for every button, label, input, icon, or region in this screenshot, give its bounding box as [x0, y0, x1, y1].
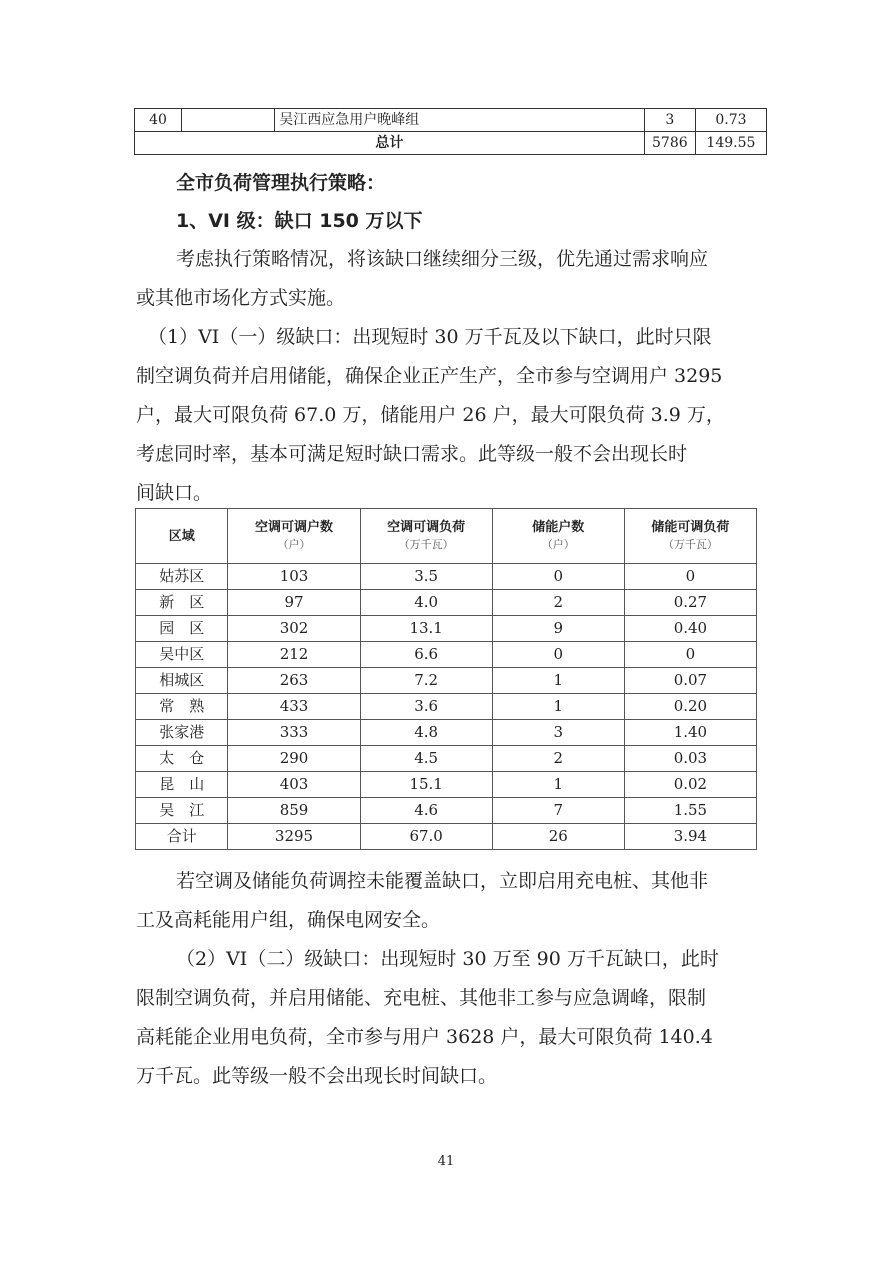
total-load: 149.55 — [695, 132, 766, 155]
table-row — [136, 668, 757, 694]
paragraph-line: 工及高耗能用户组，确保电网安全。 — [136, 909, 441, 931]
region-cell: 园 区 — [136, 616, 228, 642]
storage-load-cell: 0.07 — [624, 668, 756, 694]
storage-users-cell: 2 — [492, 590, 624, 616]
region-cell: 新 区 — [136, 590, 228, 616]
table-row — [136, 564, 757, 590]
paragraph-line: 考虑同时率，基本可满足短时缺口需求。此等级一般不会出现长时 — [136, 443, 688, 465]
table-row — [136, 746, 757, 772]
table-row — [136, 798, 757, 824]
table-row — [136, 720, 757, 746]
ac-load-cell: 6.6 — [360, 642, 492, 668]
region-capacity-table — [135, 508, 757, 850]
ac-users-cell: 97 — [228, 590, 360, 616]
total-label: 总计 — [135, 132, 645, 155]
paragraph-line: 制空调负荷并启用储能，确保企业正产生产，全市参与空调用户 3295 — [136, 365, 723, 387]
region-cell: 吴 江 — [136, 798, 228, 824]
storage-users-cell: 3 — [492, 720, 624, 746]
total-count: 5786 — [644, 132, 695, 155]
region-cell: 昆 山 — [136, 772, 228, 798]
table-row — [136, 590, 757, 616]
storage-users-cell: 0 — [492, 564, 624, 590]
ac-load-cell: 4.0 — [360, 590, 492, 616]
storage-load-cell: 0.02 — [624, 772, 756, 798]
storage-users-cell: 9 — [492, 616, 624, 642]
header-ac-users: 空调可调户数 （户） — [228, 509, 360, 564]
storage-load-cell: 0 — [624, 642, 756, 668]
ac-users-cell: 212 — [228, 642, 360, 668]
paragraph-line: 若空调及储能负荷调控未能覆盖缺口，立即启用充电桩、其他非 — [176, 870, 709, 892]
ac-load-cell: 13.1 — [360, 616, 492, 642]
load-value: 0.73 — [695, 109, 766, 132]
storage-load-cell: 0.40 — [624, 616, 756, 642]
storage-load-cell: 0 — [624, 564, 756, 590]
paragraph-line: 高耗能企业用电负荷，全市参与用户 3628 户，最大可限负荷 140.4 — [136, 1026, 713, 1048]
ac-load-cell: 15.1 — [360, 772, 492, 798]
storage-users-cell: 0 — [492, 642, 624, 668]
storage-users-cell: 2 — [492, 746, 624, 772]
paragraph-line: 户，最大可限负荷 67.0 万，储能用户 26 户，最大可限负荷 3.9 万， — [136, 404, 725, 426]
storage-load-cell: 1.55 — [624, 798, 756, 824]
storage-users-cell: 1 — [492, 668, 624, 694]
ac-users-cell: 263 — [228, 668, 360, 694]
ac-load-cell: 4.8 — [360, 720, 492, 746]
storage-users-cell: 7 — [492, 798, 624, 824]
header-ac-load: 空调可调负荷 （万千瓦） — [360, 509, 492, 564]
load-group-table-tail — [134, 108, 767, 155]
table-body — [136, 564, 757, 850]
ac-users-cell: 403 — [228, 772, 360, 798]
table-row — [136, 642, 757, 668]
ac-users-cell: 859 — [228, 798, 360, 824]
paragraph-line: 限制空调负荷，并启用储能、充电桩、其他非工参与应急调峰，限制 — [136, 987, 707, 1009]
ac-users-cell: 302 — [228, 616, 360, 642]
section-heading: 全市负荷管理执行策略： — [176, 172, 386, 194]
table-row — [135, 109, 767, 132]
storage-load-cell: 0.03 — [624, 746, 756, 772]
ac-load-cell: 3.6 — [360, 694, 492, 720]
region-cell: 相城区 — [136, 668, 228, 694]
table-row — [136, 772, 757, 798]
storage-load-cell: 1.40 — [624, 720, 756, 746]
storage-load-cell: 0.20 — [624, 694, 756, 720]
ac-load-cell: 4.6 — [360, 798, 492, 824]
region-cell: 太 仓 — [136, 746, 228, 772]
ac-load-cell: 4.5 — [360, 746, 492, 772]
ac-load-cell: 3.5 — [360, 564, 492, 590]
total-row — [136, 824, 757, 850]
region-cell: 姑苏区 — [136, 564, 228, 590]
region-cell: 合计 — [136, 824, 228, 850]
ac-load-cell: 67.0 — [360, 824, 492, 850]
table-header-row — [136, 509, 757, 564]
storage-load-cell: 0.27 — [624, 590, 756, 616]
blank-cell — [182, 109, 275, 132]
paragraph-line: 或其他市场化方式实施。 — [136, 287, 346, 309]
paragraph-line: 考虑执行策略情况，将该缺口继续细分三级，优先通过需求响应 — [176, 248, 709, 270]
ac-users-cell: 433 — [228, 694, 360, 720]
ac-users-cell: 103 — [228, 564, 360, 590]
storage-load-cell: 3.94 — [624, 824, 756, 850]
header-region: 区域 — [136, 509, 228, 564]
paragraph-line: 万千瓦。此等级一般不会出现长时间缺口。 — [136, 1065, 498, 1087]
level-heading: 1、VI 级：缺口 150 万以下 — [176, 210, 423, 232]
total-row — [135, 132, 767, 155]
ac-users-cell: 290 — [228, 746, 360, 772]
group-name: 吴江西应急用户晚峰组 — [275, 109, 645, 132]
paragraph-line: 间缺口。 — [136, 482, 213, 504]
paragraph-line: （2）VI（二）级缺口：出现短时 30 万至 90 万千瓦缺口，此时 — [176, 948, 719, 970]
table-row — [136, 694, 757, 720]
header-storage-users: 储能户数 （户） — [492, 509, 624, 564]
header-storage-load: 储能可调负荷 （万千瓦） — [624, 509, 756, 564]
region-cell: 常 熟 — [136, 694, 228, 720]
ac-users-cell: 3295 — [228, 824, 360, 850]
user-count: 3 — [644, 109, 695, 132]
ac-users-cell: 333 — [228, 720, 360, 746]
table-row — [136, 616, 757, 642]
ac-load-cell: 7.2 — [360, 668, 492, 694]
storage-users-cell: 1 — [492, 694, 624, 720]
storage-users-cell: 26 — [492, 824, 624, 850]
paragraph-line: （1）VI（一）级缺口：出现短时 30 万千瓦及以下缺口，此时只限 — [148, 326, 712, 348]
storage-users-cell: 1 — [492, 772, 624, 798]
page-number: 41 — [437, 1154, 455, 1169]
row-number: 40 — [135, 109, 182, 132]
region-cell: 吴中区 — [136, 642, 228, 668]
region-cell: 张家港 — [136, 720, 228, 746]
